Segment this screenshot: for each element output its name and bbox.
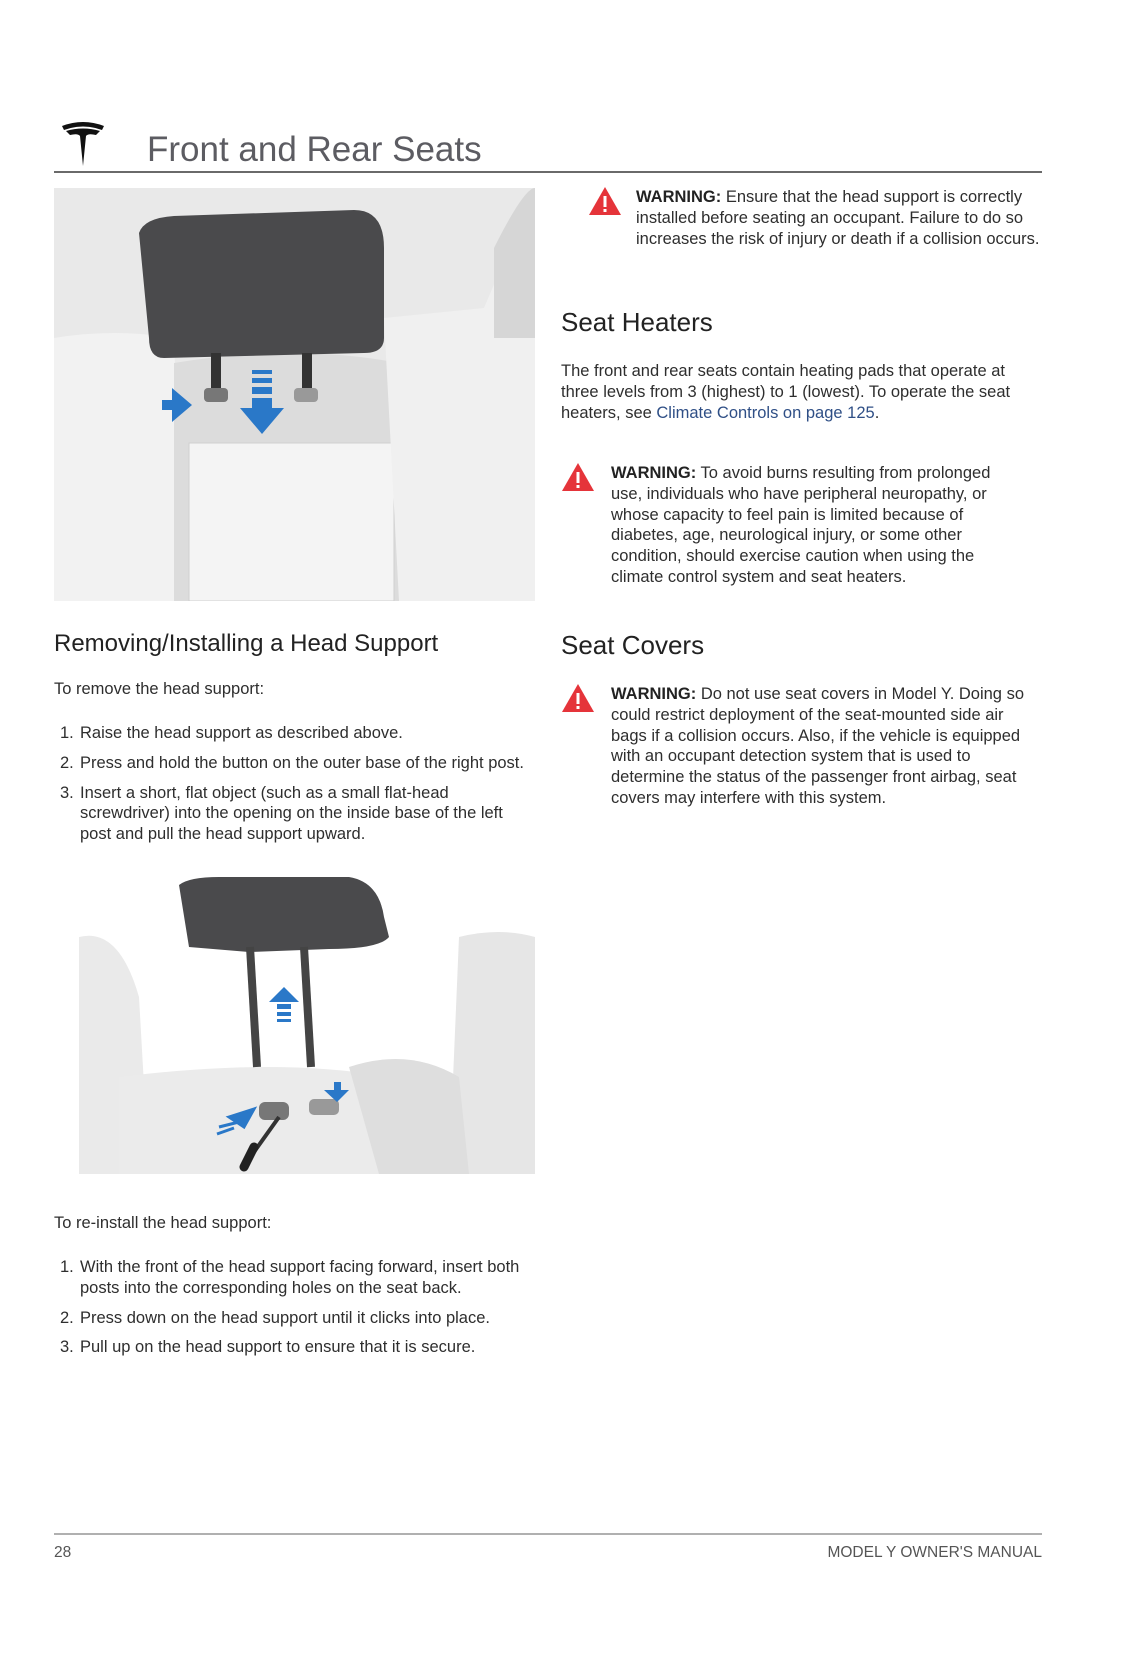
warning-seat-covers: WARNING: Do not use seat covers in Model Y. Doing so could restrict deployment of the seat-mounted side air bags if a collision occurs. Also, if the vehicle is equipped with an occupant detection system that is used to determine the status of the passenger front airbag, seat covers may interfere with this system.	[611, 685, 1024, 807]
list-item: 3. Insert a short, flat object (such as a small flat-head screwdriver) into the opening on the inside base of the left post and pull the head support upward.	[60, 783, 503, 844]
seat-heaters-paragraph: The front and rear seats contain heating pads that operate at three levels from 3 (highest) to 1 (lowest). To operate the seat heaters, see Climate Controls on page 125.	[561, 362, 1011, 422]
warning-seat-heaters: WARNING: To avoid burns resulting from prolonged use, individuals who have peripheral neuropathy, or whose capacity to feel pain is limited because of diabetes, age, neurological injury, or some other condition, should exercise caution when using the climate control system and seat heaters.	[611, 464, 991, 586]
warning-icon	[588, 186, 622, 216]
page-title: Front and Rear Seats	[147, 130, 482, 169]
header-divider	[54, 171, 1042, 173]
removing-installing-heading: Removing/Installing a Head Support	[54, 630, 439, 657]
page-number: 28	[54, 1544, 72, 1561]
list-item: 1. Raise the head support as described above.	[60, 724, 403, 742]
remove-steps-list	[54, 723, 534, 845]
warning-icon	[561, 462, 595, 492]
manual-title: MODEL Y OWNER'S MANUAL	[827, 1544, 1042, 1561]
warning-icon	[561, 683, 595, 713]
list-item: 3. Pull up on the head support to ensure that it is secure.	[60, 1338, 476, 1357]
head-support-raise-illustration	[54, 188, 535, 601]
seat-heaters-heading: Seat Heaters	[561, 307, 713, 337]
tesla-logo-icon	[60, 120, 106, 168]
remove-intro: To remove the head support:	[54, 680, 265, 698]
list-item: 2. Press and hold the button on the outer base of the right post.	[60, 753, 524, 772]
seat-covers-heading: Seat Covers	[561, 630, 705, 660]
list-item: 1. With the front of the head support facing forward, insert both posts into the corresponding holes on the seat back.	[60, 1258, 520, 1297]
footer-divider	[54, 1533, 1042, 1535]
warning-head-support: WARNING: Ensure that the head support is correctly installed before seating an occupant. Failure to do so increases the risk of injury or death if a collision occurs.	[636, 188, 1040, 248]
install-intro: To re-install the head support:	[54, 1214, 272, 1232]
head-support-removal-illustration	[79, 877, 535, 1174]
climate-controls-link[interactable]: Climate Controls on page 125	[656, 403, 875, 422]
list-item: 2. Press down on the head support until it clicks into place.	[60, 1308, 490, 1327]
install-steps-list	[54, 1257, 534, 1358]
